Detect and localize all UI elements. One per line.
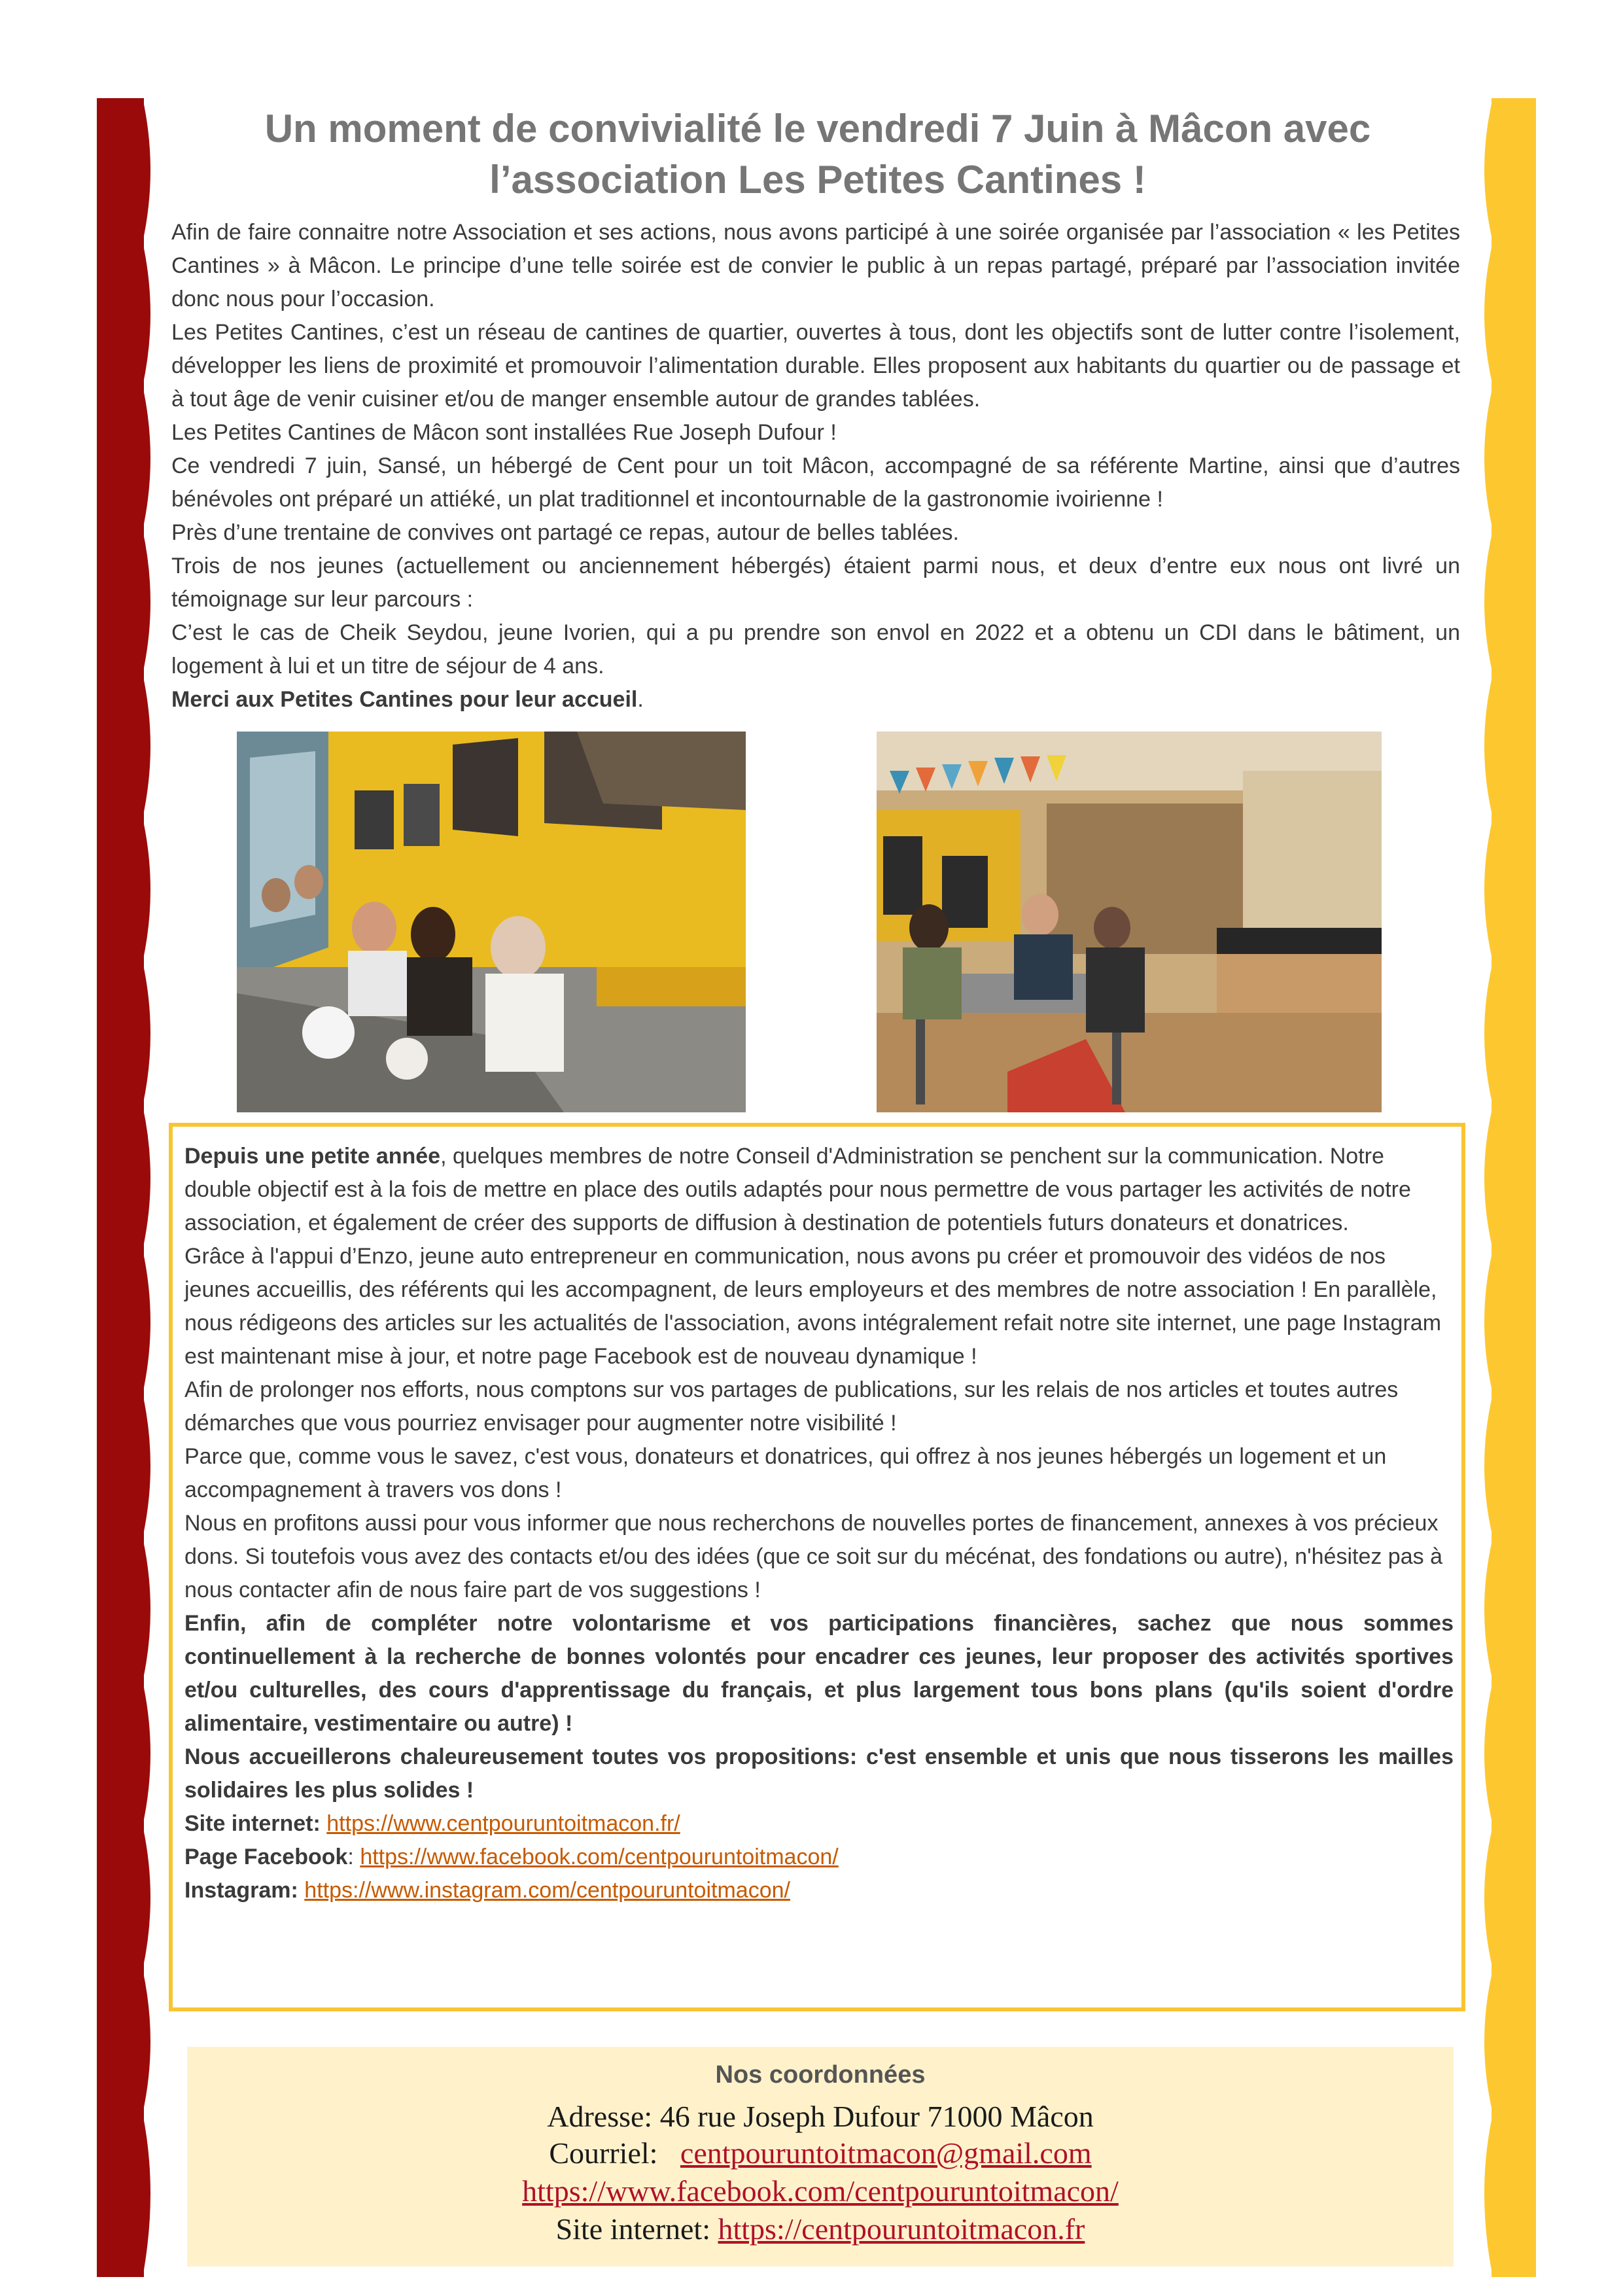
box-paragraph: Parce que, comme vous le savez, c'est vous, donateurs et donatrices, qui offrez à nos jeunes hébergés un logement et un accompagnement à travers vos dons ! xyxy=(184,1444,1387,1502)
site-label: Site internet: xyxy=(184,1811,321,1836)
contact-footer xyxy=(187,2047,1454,2267)
facebook-link[interactable]: https://www.facebook.com/centpouruntoitmacon/ xyxy=(360,1845,839,1869)
communication-text xyxy=(184,1140,1454,1907)
page-title: Un moment de convivialité le vendredi 7 Juin à Mâcon avec l’association Les Petites Cantines ! xyxy=(264,107,1371,202)
thanks-end: . xyxy=(637,687,644,712)
box-paragraph xyxy=(184,1140,1454,1240)
instagram-link[interactable]: https://www.instagram.com/centpouruntoitmacon/ xyxy=(304,1878,790,1903)
event-photo-diners xyxy=(237,732,746,1112)
intro-paragraph: Les Petites Cantines, c’est un réseau de cantines de quartier, ouvertes à tous, dont les objectifs sont de lutter contre l’isolement, développer les liens de proximité et promouvoir l’alimentation durable. Elles proposent aux habitants du quartier ou de passage et à tout âge de venir cuisiner et/ou de manger ensemble autour de grandes tablées. xyxy=(171,320,1460,412)
thanks-bold: Merci aux Petites Cantines pour leur accueil xyxy=(171,687,638,712)
intro-paragraph: Afin de faire connaitre notre Association et ses actions, nous avons participé à une soirée organisée par l’association « les Petites Cantines » à Mâcon. Le principe d’une telle soirée est de convier le public à un repas partagé, préparé par l’association invitée donc nous pour l’occasion. xyxy=(171,220,1460,311)
footer-email-link[interactable]: centpouruntoitmacon@gmail.com xyxy=(680,2136,1092,2170)
footer-site-line xyxy=(187,2212,1454,2246)
box-paragraph: Nous en profitons aussi pour vous informer que nous recherchons de nouvelles portes de financement, annexes à vos précieux dons. Si toutefois vous avez des contacts et/ou des idées (que ce soit sur du mécénat, des fondations ou autre), n'hésitez pas à nous contacter afin de nous faire part de vos suggestions ! xyxy=(184,1511,1442,1602)
footer-title: Nos coordonnées xyxy=(715,2061,926,2089)
intro-article xyxy=(171,216,1460,716)
box-paragraph-bold-call xyxy=(184,1607,1454,1740)
intro-paragraph: Près d’une trentaine de convives ont partagé ce repas, autour de belles tablées. xyxy=(171,520,959,545)
footer-email-line xyxy=(187,2136,1454,2170)
facebook-separator: : xyxy=(347,1845,360,1869)
footer-site-label: Site internet: xyxy=(555,2212,718,2246)
site-line xyxy=(184,1807,1454,1841)
footer-address: Adresse: 46 rue Joseph Dufour 71000 Mâcon xyxy=(547,2100,1094,2133)
footer-site-link[interactable]: https://centpouruntoitmacon.fr xyxy=(718,2212,1085,2246)
welcome-proposals: Nous accueillerons chaleureusement toutes vos propositions: c'est ensemble et unis que nous tisserons les mailles solidaires les plus solides ! xyxy=(184,1744,1454,1803)
footer-facebook-link[interactable]: https://www.facebook.com/centpouruntoitmacon/ xyxy=(522,2174,1119,2208)
box-paragraph-bold-welcome xyxy=(184,1740,1454,1807)
footer-facebook-line xyxy=(187,2174,1454,2208)
site-link[interactable]: https://www.centpouruntoitmacon.fr/ xyxy=(326,1811,680,1836)
intro-paragraph: Ce vendredi 7 juin, Sansé, un hébergé de Cent pour un toit Mâcon, accompagné de sa référente Martine, ainsi que d’autres bénévoles ont préparé un attiéké, un plat traditionnel et incontournable de la gastronomie ivoirienne ! xyxy=(171,453,1460,512)
facebook-label: Page Facebook xyxy=(184,1845,348,1869)
intro-paragraph: C’est le cas de Cheik Seydou, jeune Ivorien, qui a pu prendre son envol en 2022 et a obtenu un CDI dans le bâtiment, un logement à lui et un titre de séjour de 4 ans. xyxy=(171,620,1460,679)
instagram-label: Instagram: xyxy=(184,1878,298,1903)
instagram-line xyxy=(184,1874,1454,1907)
box-paragraph-bold: Depuis une petite année xyxy=(184,1144,441,1169)
intro-paragraph: Trois de nos jeunes (actuellement ou anciennement hébergés) étaient parmi nous, et deux d’entre eux nous ont livré un témoignage sur leur parcours : xyxy=(171,554,1460,612)
intro-paragraph: Les Petites Cantines de Mâcon sont installées Rue Joseph Dufour ! xyxy=(171,420,837,445)
footer-email-label: Courriel: xyxy=(549,2136,680,2170)
left-decorative-band xyxy=(97,98,144,2277)
event-photo-cantine xyxy=(877,732,1382,1112)
box-paragraph-rest: , quelques membres de notre Conseil d'Administration se penchent sur la communication. Notre double objectif est à la fois de mettre en place des outils adaptés pour nous permettre de vous partager les activités de notre association, et également de créer des supports de diffusion à destination de potentiels futurs donateurs et donatrices. xyxy=(184,1144,1411,1235)
thanks-line xyxy=(171,683,1460,716)
box-paragraph: Afin de prolonger nos efforts, nous comptons sur vos partages de publications, sur les relais de nos articles et toutes autres démarches que vous pourriez envisager pour augmenter notre visibilité ! xyxy=(184,1377,1399,1436)
box-paragraph: Grâce à l'appui d’Enzo, jeune auto entrepreneur en communication, nous avons pu créer et promouvoir des vidéos de nos jeunes accueillis, des référents qui les accompagnent, de leurs employeurs et des membres de notre association ! En parallèle, nous rédigeons des articles sur les actualités de l'association, avons intégralement refait notre site internet, une page Instagram est maintenant mise à jour, et notre page Facebook est de nouveau dynamique ! xyxy=(184,1244,1442,1369)
communication-box xyxy=(169,1123,1465,2011)
right-decorative-band xyxy=(1492,98,1536,2277)
volunteer-call: Enfin, afin de compléter notre volontarisme et vos participations financières, sachez que nous sommes continuellement à la recherche de bonnes volontés pour encadrer ces jeunes, leur proposer des activités sportives et/ou culturelles, des cours d'apprentissage du français, et plus largement tous bons plans (qu'ils soient d'ordre alimentaire, vestimentaire ou autre) ! xyxy=(184,1611,1454,1736)
facebook-line xyxy=(184,1841,1454,1874)
